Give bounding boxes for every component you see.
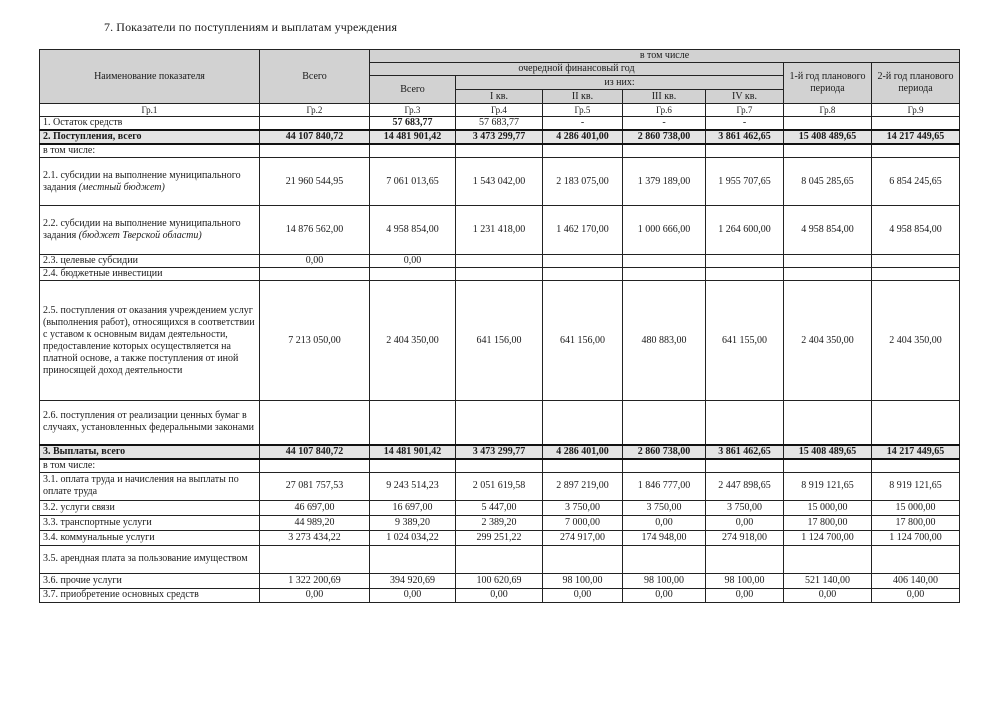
cell: 14 217 449,65 [872, 445, 960, 459]
cell: 14 481 901,42 [370, 445, 456, 459]
cell: 8 919 121,65 [784, 472, 872, 500]
cell: 17 800,00 [784, 515, 872, 530]
table-row [40, 401, 960, 445]
header-year-total: Всего [370, 76, 456, 104]
table-row [40, 459, 960, 473]
table-row [40, 500, 960, 515]
cell: 0,00 [543, 588, 623, 602]
cell: 44 989,20 [260, 515, 370, 530]
cell [784, 117, 872, 131]
cell: 1 024 034,22 [370, 530, 456, 545]
cell: 174 948,00 [623, 530, 706, 545]
cell: 394 920,69 [370, 573, 456, 588]
cell [623, 401, 706, 445]
cell [706, 268, 784, 281]
finance-table [39, 49, 960, 603]
cell: 3 473 299,77 [456, 130, 543, 144]
cell: 3 473 299,77 [456, 445, 543, 459]
header-q3: III кв. [623, 90, 706, 104]
row-label: 3.4. коммунальные услуги [40, 530, 260, 545]
table-row [40, 573, 960, 588]
row-label: 2.2. субсидии на выполнение муниципального задания (бюджет Тверской области) [40, 206, 260, 255]
cell: 2 389,20 [456, 515, 543, 530]
cell: 15 408 489,65 [784, 130, 872, 144]
cell: 480 883,00 [623, 281, 706, 401]
cell: 98 100,00 [706, 573, 784, 588]
row-label: в том числе: [40, 144, 260, 158]
cell: 16 697,00 [370, 500, 456, 515]
gr-cell: Гр.5 [543, 104, 623, 117]
cell [370, 268, 456, 281]
cell: 15 408 489,65 [784, 445, 872, 459]
table-row [40, 545, 960, 573]
cell: 2 404 350,00 [784, 281, 872, 401]
cell: 406 140,00 [872, 573, 960, 588]
cell [543, 401, 623, 445]
row-label: 3.1. оплата труда и начисления на выплаты по оплате труда [40, 472, 260, 500]
cell [784, 268, 872, 281]
cell: 274 917,00 [543, 530, 623, 545]
row-label: 2.3. целевые субсидии [40, 255, 260, 268]
cell [784, 545, 872, 573]
cell: 0,00 [872, 588, 960, 602]
cell: 57 683,77 [456, 117, 543, 131]
row-label: 2.1. субсидии на выполнение муниципального задания (местный бюджет) [40, 158, 260, 206]
table-row [40, 530, 960, 545]
cell [623, 255, 706, 268]
cell: 1 955 707,65 [706, 158, 784, 206]
cell: 0,00 [370, 255, 456, 268]
cell: 641 155,00 [706, 281, 784, 401]
cell [260, 268, 370, 281]
cell [623, 545, 706, 573]
cell [543, 268, 623, 281]
header-q2: II кв. [543, 90, 623, 104]
table-row [40, 255, 960, 268]
cell: 2 404 350,00 [370, 281, 456, 401]
cell: 7 000,00 [543, 515, 623, 530]
cell [706, 401, 784, 445]
cell: 98 100,00 [623, 573, 706, 588]
cell: 4 958 854,00 [784, 206, 872, 255]
gr-cell: Гр.7 [706, 104, 784, 117]
column-numbers-row [40, 104, 960, 117]
cell: 44 107 840,72 [260, 130, 370, 144]
table-row-total [40, 130, 960, 144]
row-label: 2.6. поступления от реализации ценных бумаг в случаях, установленных федеральными законами [40, 401, 260, 445]
cell [623, 268, 706, 281]
cell: 27 081 757,53 [260, 472, 370, 500]
cell: 641 156,00 [456, 281, 543, 401]
row-label: 3.7. приобретение основных средств [40, 588, 260, 602]
cell [370, 545, 456, 573]
row-label: 3.6. прочие услуги [40, 573, 260, 588]
table-row [40, 472, 960, 500]
cell: 4 958 854,00 [370, 206, 456, 255]
cell: 98 100,00 [543, 573, 623, 588]
cell: 1 379 189,00 [623, 158, 706, 206]
cell [706, 255, 784, 268]
row-label: 3.2. услуги связи [40, 500, 260, 515]
cell: 1 231 418,00 [456, 206, 543, 255]
table-row [40, 117, 960, 131]
cell: 1 462 170,00 [543, 206, 623, 255]
cell: 7 061 013,65 [370, 158, 456, 206]
cell: 1 846 777,00 [623, 472, 706, 500]
cell [543, 255, 623, 268]
cell: 4 286 401,00 [543, 445, 623, 459]
cell [260, 545, 370, 573]
header-total: Всего [260, 50, 370, 104]
gr-cell: Гр.6 [623, 104, 706, 117]
cell: 0,00 [706, 515, 784, 530]
cell: 3 750,00 [543, 500, 623, 515]
cell: 15 000,00 [784, 500, 872, 515]
cell: 641 156,00 [543, 281, 623, 401]
cell: 521 140,00 [784, 573, 872, 588]
cell: 2 183 075,00 [543, 158, 623, 206]
cell: 2 860 738,00 [623, 445, 706, 459]
cell [872, 545, 960, 573]
cell: 8 919 121,65 [872, 472, 960, 500]
header-of-them: из них: [456, 76, 784, 90]
cell: 8 045 285,65 [784, 158, 872, 206]
cell [456, 545, 543, 573]
cell: 57 683,77 [370, 117, 456, 131]
cell: 44 107 840,72 [260, 445, 370, 459]
row-label: в том числе: [40, 459, 260, 473]
cell [872, 255, 960, 268]
cell [543, 545, 623, 573]
table-row [40, 206, 960, 255]
cell [784, 255, 872, 268]
row-label: 2.4. бюджетные инвестиции [40, 268, 260, 281]
gr-cell: Гр.9 [872, 104, 960, 117]
cell [784, 401, 872, 445]
cell [872, 117, 960, 131]
gr-cell: Гр.3 [370, 104, 456, 117]
gr-cell: Гр.2 [260, 104, 370, 117]
row-label: 1. Остаток средств [40, 117, 260, 131]
row-label: 3.3. транспортные услуги [40, 515, 260, 530]
cell: 1 543 042,00 [456, 158, 543, 206]
cell: 14 876 562,00 [260, 206, 370, 255]
table-row [40, 588, 960, 602]
row-label: 2. Поступления, всего [40, 130, 260, 144]
cell: 1 124 700,00 [872, 530, 960, 545]
cell: 2 447 898,65 [706, 472, 784, 500]
cell: 0,00 [784, 588, 872, 602]
gr-cell: Гр.4 [456, 104, 543, 117]
cell [456, 268, 543, 281]
page-title: 7. Показатели по поступлениям и выплатам учреждения [104, 20, 398, 34]
row-label: 3. Выплаты, всего [40, 445, 260, 459]
cell: 0,00 [456, 588, 543, 602]
header-q1: I кв. [456, 90, 543, 104]
cell: 4 286 401,00 [543, 130, 623, 144]
cell: 3 750,00 [623, 500, 706, 515]
cell: 0,00 [370, 588, 456, 602]
cell: 14 217 449,65 [872, 130, 960, 144]
cell [706, 545, 784, 573]
cell: 6 854 245,65 [872, 158, 960, 206]
header-q4: IV кв. [706, 90, 784, 104]
cell: - [543, 117, 623, 131]
table-row [40, 281, 960, 401]
cell: 3 861 462,65 [706, 130, 784, 144]
cell: 15 000,00 [872, 500, 960, 515]
table-row [40, 515, 960, 530]
cell: 299 251,22 [456, 530, 543, 545]
cell: 2 897 219,00 [543, 472, 623, 500]
cell: 3 750,00 [706, 500, 784, 515]
cell [872, 268, 960, 281]
cell: 14 481 901,42 [370, 130, 456, 144]
header-plan-year-1: 1-й год планового периода [784, 63, 872, 104]
cell: - [623, 117, 706, 131]
header-plan-year-2: 2-й год планового периода [872, 63, 960, 104]
header-in-that: в том числе [370, 50, 960, 63]
cell: 1 322 200,69 [260, 573, 370, 588]
row-label: 2.5. поступления от оказания учреждением услуг (выполнения работ), относящихся в соответствии с уставом к основным видам деятельности, предоставление которых осуществляется на платной основе, а также поступления от иной приносящей доход деятельности [40, 281, 260, 401]
cell: 9 243 514,23 [370, 472, 456, 500]
cell: 0,00 [260, 255, 370, 268]
cell: 1 264 600,00 [706, 206, 784, 255]
cell: 7 213 050,00 [260, 281, 370, 401]
cell: 1 000 666,00 [623, 206, 706, 255]
header-name: Наименование показателя [40, 50, 260, 104]
cell: 46 697,00 [260, 500, 370, 515]
cell: 2 404 350,00 [872, 281, 960, 401]
cell: 5 447,00 [456, 500, 543, 515]
cell: 4 958 854,00 [872, 206, 960, 255]
cell: 3 861 462,65 [706, 445, 784, 459]
cell: 0,00 [706, 588, 784, 602]
cell [872, 401, 960, 445]
cell: 1 124 700,00 [784, 530, 872, 545]
gr-cell: Гр.1 [40, 104, 260, 117]
cell [260, 401, 370, 445]
cell: 2 860 738,00 [623, 130, 706, 144]
cell: - [706, 117, 784, 131]
cell: 0,00 [260, 588, 370, 602]
header-current-year: очередной финансовый год [370, 63, 784, 76]
cell: 9 389,20 [370, 515, 456, 530]
cell: 274 918,00 [706, 530, 784, 545]
cell [456, 401, 543, 445]
table-row [40, 268, 960, 281]
cell: 0,00 [623, 515, 706, 530]
cell: 100 620,69 [456, 573, 543, 588]
cell [260, 117, 370, 131]
cell: 0,00 [623, 588, 706, 602]
table-row-total [40, 445, 960, 459]
table-row [40, 144, 960, 158]
cell: 17 800,00 [872, 515, 960, 530]
cell [456, 255, 543, 268]
gr-cell: Гр.8 [784, 104, 872, 117]
cell: 2 051 619,58 [456, 472, 543, 500]
row-label: 3.5. арендная плата за пользование имуществом [40, 545, 260, 573]
cell: 21 960 544,95 [260, 158, 370, 206]
cell [370, 401, 456, 445]
cell: 3 273 434,22 [260, 530, 370, 545]
table-row [40, 158, 960, 206]
